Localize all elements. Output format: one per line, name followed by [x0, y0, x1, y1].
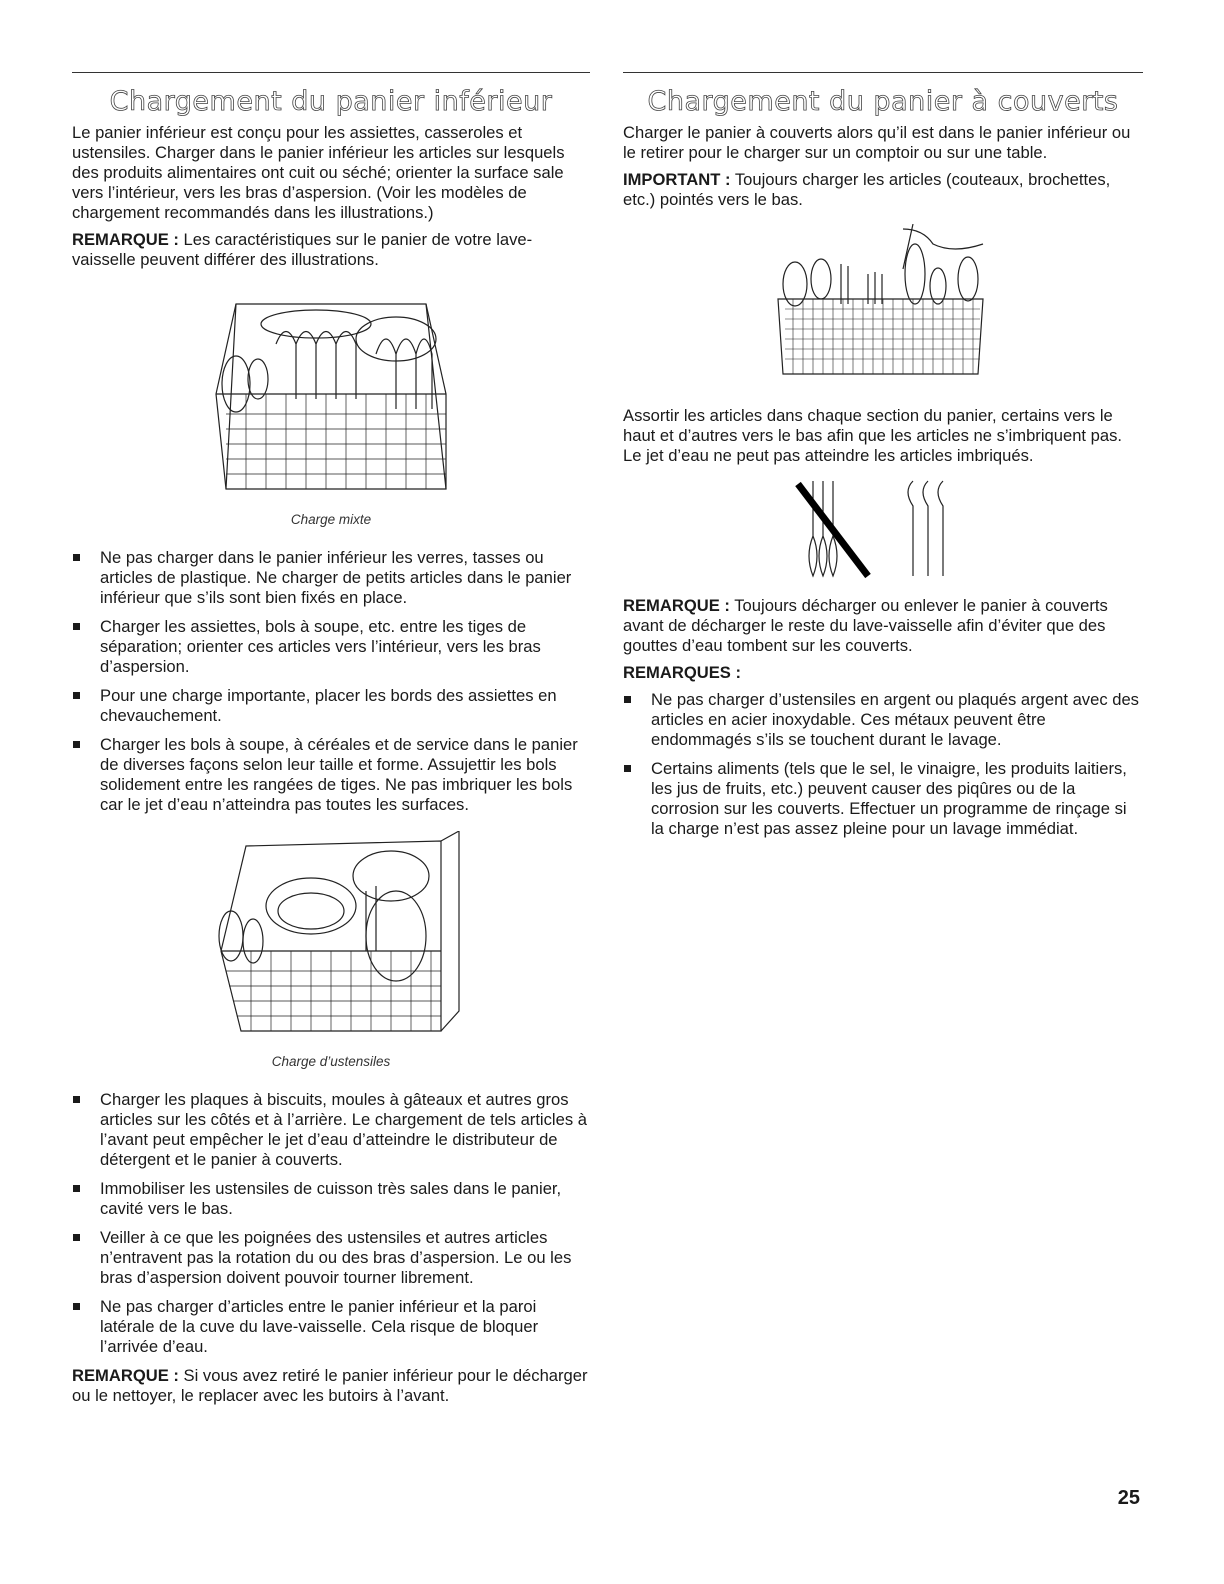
important-paragraph [623, 170, 1143, 210]
figure-caption-mixed-load: Charge mixte [290, 512, 372, 527]
left-section-heading: Chargement du panier inférieur [109, 86, 553, 117]
note-text: Si vous avez retiré le panier inférieur pour le décharger ou le nettoyer, le replacer avec les butoirs à l’avant. [72, 1366, 588, 1405]
important-label: IMPORTANT : [623, 170, 731, 189]
note-label: REMARQUE : [72, 230, 179, 249]
list-item: Charger les assiettes, bols à soupe, etc. entre les tiges de séparation; orienter ces articles vers l’intérieur, vers les bras d’aspersion. [72, 617, 590, 677]
list-item: Ne pas charger d’ustensiles en argent ou plaqués argent avec des articles en acier inoxydable. Ces métaux peuvent être endommagés s’ils se touchent durant le lavage. [623, 690, 1143, 750]
list-item: Ne pas charger dans le panier inférieur les verres, tasses ou articles de plastique. Ne charger de petits articles dans le panier inférieur que s’ils sont bien fixés en place. [72, 548, 590, 608]
list-item: Charger les bols à soupe, à céréales et de service dans le panier de diverses façons selon leur taille et forme. Assujettir les bols solidement entre les rangées de tiges. Ne pas imbriquer les bols car le jet d’eau n’atteindra pas toutes les surfaces. [72, 735, 590, 815]
list-item: Certains aliments (tels que le sel, le vinaigre, les produits laitiers, les jus de fruits, etc.) peuvent causer des piqûres ou de la corrosion sur les couverts. Effectuer un programme de rinçage si la charge n’est pas assez pleine pour un lavage immédiat. [623, 759, 1143, 839]
utensil-load-rack-illustration [191, 831, 471, 1046]
left-column [72, 72, 590, 1413]
list-item: Pour une charge importante, placer les bords des assiettes en chevauchement. [72, 686, 590, 726]
mixed-load-rack-illustration [196, 284, 466, 504]
important-text: Toujours charger les articles (couteaux, brochettes, etc.) pointés vers le bas. [623, 170, 1111, 209]
page-number: 25 [1117, 1487, 1140, 1509]
right-bullet-list [623, 690, 1143, 839]
left-final-note-paragraph [72, 1366, 590, 1406]
right-section-heading: Chargement du panier à couverts [647, 86, 1119, 117]
note-text: Toujours décharger ou enlever le panier à couverts avant de décharger le reste du lave-vaisselle afin d’éviter que des gouttes d’eau tombent sur les couverts. [623, 596, 1108, 655]
list-item: Immobiliser les ustensiles de cuisson très sales dans le panier, cavité vers le bas. [72, 1179, 590, 1219]
note-label: REMARQUE : [72, 1366, 179, 1385]
list-item: Charger les plaques à biscuits, moules à gâteaux et autres gros articles sur les côtés et à l’arrière. Le chargement de tels articles à l’avant peut empêcher le jet d’eau d’atteindre le distributeur de détergent et le panier à couverts. [72, 1090, 590, 1170]
sort-paragraph: Assortir les articles dans chaque section du panier, certains vers le haut et d’autres vers le bas afin que les articles ne s’imbriquent pas. Le jet d’eau ne peut pas atteindre les articles imbriqués. [623, 406, 1123, 465]
left-bullet-list-2 [72, 1090, 590, 1357]
right-column [623, 72, 1143, 848]
list-item: Veiller à ce que les poignées des ustensiles et autres articles n’entravent pas la rotation du ou des bras d’aspersion. Le ou les bras d’aspersion doivent pouvoir tourner librement. [72, 1228, 590, 1288]
right-intro-paragraph: Charger le panier à couverts alors qu’il est dans le panier inférieur ou le retirer pour le charger sur un comptoir ou sur une table. [623, 123, 1131, 162]
silverware-basket-illustration [773, 224, 993, 394]
note-label: REMARQUE : [623, 596, 730, 615]
nesting-spoons-illustration [793, 476, 973, 586]
list-item: Ne pas charger d’articles entre le panier inférieur et la paroi latérale de la cuve du lave-vaisselle. Cela risque de bloquer l’arrivée d’eau. [72, 1297, 590, 1357]
figure-caption-utensil-load: Charge d’ustensiles [271, 1054, 391, 1069]
left-note-paragraph [72, 230, 590, 270]
note-text: Les caractéristiques sur le panier de votre lave-vaisselle peuvent différer des illustrations. [72, 230, 533, 269]
left-section-rule [72, 72, 590, 73]
left-bullet-list-1 [72, 548, 590, 815]
remarques-label: REMARQUES : [623, 663, 742, 682]
right-note-paragraph [623, 596, 1143, 656]
left-intro-paragraph: Le panier inférieur est conçu pour les assiettes, casseroles et ustensiles. Charger dans le panier inférieur les articles sur lesquels des produits alimentaires ont cuit ou séché; orienter la surface sale vers l’intérieur, vers les bras d’aspersion. (Voir les modèles de chargement recommandés dans les illustrations.) [72, 123, 565, 222]
right-section-rule [623, 72, 1143, 73]
